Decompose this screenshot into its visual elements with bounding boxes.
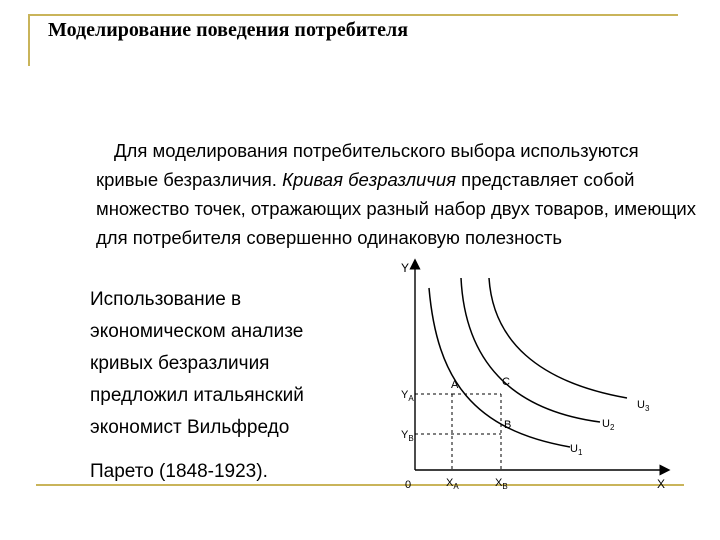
xa-letter: X	[446, 477, 454, 489]
u1-letter: U	[570, 443, 578, 455]
origin-label: 0	[405, 479, 412, 491]
paragraph-text-2: представляет собой множество точек, отражающих разный набор двух товаров, имеющих для потребителя совершенно одинаковую полезность	[96, 169, 697, 248]
indifference-curve-u2	[461, 278, 600, 422]
ya-subscript: A	[408, 394, 414, 403]
u1-label	[570, 443, 583, 457]
u3-label	[637, 399, 650, 413]
point-c-label: C	[502, 376, 510, 388]
xb-subscript: B	[502, 482, 508, 491]
xa-label	[446, 477, 459, 491]
pareto-line: Использование в	[90, 289, 242, 310]
x-axis-label: X	[657, 477, 666, 491]
pareto-line: предложил итальянский	[90, 385, 304, 406]
xb-label	[495, 477, 508, 491]
paragraph-term: Кривая безразличия	[282, 169, 457, 190]
yb-label	[401, 429, 414, 443]
xb-letter: X	[495, 477, 503, 489]
pareto-line: Парето (1848-1923).	[90, 461, 268, 482]
slide-title: Моделирование поведения потребителя	[48, 19, 409, 41]
point-a-label: A	[451, 379, 459, 391]
u3-subscript: 3	[644, 404, 650, 413]
pareto-text	[90, 284, 380, 488]
u2-label	[602, 418, 615, 432]
u1-subscript: 1	[577, 448, 583, 457]
indifference-curves-graph	[365, 250, 695, 500]
pareto-line: экономическом анализе	[90, 321, 304, 342]
paragraph-text-1: Для моделирования потребительского выбора используются кривые безразличия.	[96, 140, 639, 190]
xa-subscript: A	[453, 482, 459, 491]
frame-top-line	[28, 14, 678, 16]
ya-label	[401, 389, 414, 403]
point-b-label: B	[504, 419, 512, 431]
intro-paragraph	[96, 136, 696, 252]
yb-subscript: B	[408, 434, 414, 443]
indifference-curve-u1	[429, 288, 570, 447]
u3-letter: U	[637, 399, 645, 411]
pareto-line: кривых безразличия	[90, 353, 270, 374]
ya-letter: Y	[401, 389, 409, 401]
u2-subscript: 2	[609, 423, 615, 432]
pareto-line: экономист Вильфредо	[90, 417, 290, 438]
yb-letter: Y	[401, 429, 409, 441]
y-axis-label: Y	[401, 261, 410, 275]
u2-letter: U	[602, 418, 610, 430]
frame-left-line	[28, 14, 30, 66]
